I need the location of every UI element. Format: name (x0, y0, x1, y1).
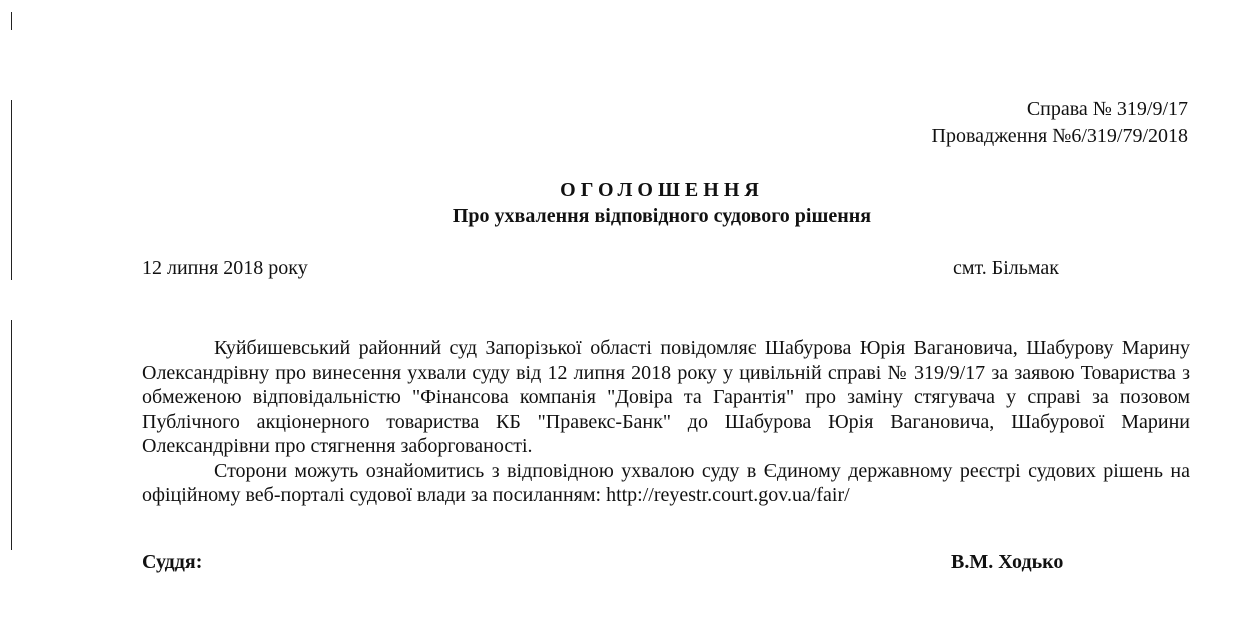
body-paragraph-1: Куйбишевський районний суд Запорізької області повідомляє Шабурова Юрія Вагановича, Шабурову Марину Олександрівну про винесення ухвали суду від 12 липня 2018 року у цивільній справі № 319/9/17 за заявою Товариства з обмеженою відповідальністю "Фінансова компанія "Довіра та Гарантія" про заміну стягувача у справі за позовом Публічного акціонерного товариства КБ "Правекс-Банк" до Шабурова Юрія Вагановича, Шабурової Марини Олександрівни про стягнення заборгованості. (142, 337, 1190, 457)
judge-label: Суддя: (142, 551, 203, 573)
judge-name: В.М. Ходько (951, 551, 1064, 573)
case-number: Справа № 319/9/17 (1026, 98, 1188, 120)
document-title-block (0, 177, 1244, 229)
document-subtitle: Про ухвалення відповідного судового рішення (452, 205, 872, 227)
scan-edge-mark (11, 12, 12, 30)
document-date: 12 липня 2018 року (142, 257, 308, 279)
body-paragraph-2-text: Сторони можуть ознайомитись з відповідною ухвалою суду в Єдиному державному реєстрі судових рішень на офіційному веб-порталі судової влади за посиланням: (142, 459, 1190, 506)
document-title: ОГОЛОШЕННЯ (560, 179, 764, 201)
proceeding-number: Провадження №6/319/79/2018 (931, 125, 1188, 147)
announcement-body (142, 336, 1190, 508)
body-paragraph-2 (142, 459, 1190, 508)
registry-link[interactable]: http://reyestr.court.gov.ua/fair/ (606, 484, 850, 506)
scan-edge-mark (11, 320, 12, 550)
case-reference (932, 96, 1188, 150)
document-place: смт. Більмак (953, 257, 1060, 279)
